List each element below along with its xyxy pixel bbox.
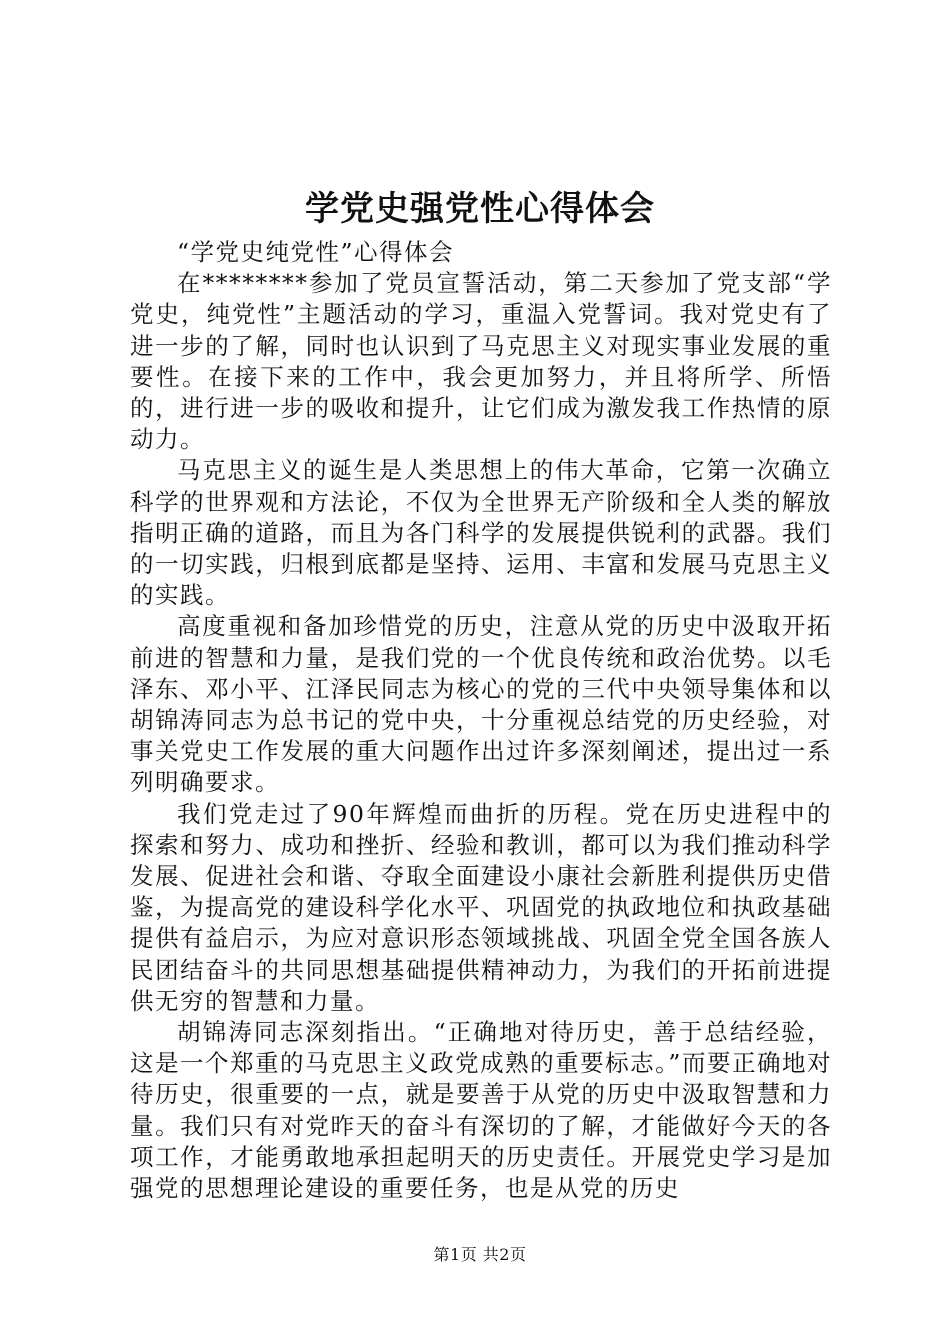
page-footer: 第1页 共2页 <box>433 1245 527 1264</box>
paragraph: 我们党走过了90年辉煌而曲折的历程。党在历史进程中的探索和努力、成功和挫折、经验和教训，都可以为我们推动科学发展、促进社会和谐、夺取全面建设小康社会新胜利提供历史借鉴，为提高党的建设科学化水平、巩固党的执政地位和执政基础提供有益启示，为应对意识形态领域挑战、巩固全党全国各族人民团结奋斗的共同思想基础提供精神动力，为我们的开拓前进提供无穷的智慧和力量。 <box>130 799 832 1015</box>
paragraph: 马克思主义的诞生是人类思想上的伟大革命，它第一次确立科学的世界观和方法论，不仅为全世界无产阶级和全人类的解放指明正确的道路，而且为各门科学的发展提供锐利的武器。我们的一切实践，归根到底都是坚持、运用、丰富和发展马克思主义的实践。 <box>130 456 832 610</box>
document-subtitle: “学党史纯党性”心得体会 <box>177 238 455 266</box>
paragraph: 在********参加了党员宣誓活动，第二天参加了党支部“学党史，纯党性”主题活动的学习，重温入党誓词。我对党史有了进一步的了解，同时也认识到了马克思主义对现实事业发展的重要性。在接下来的工作中，我会更加努力，并且将所学、所悟的，进行进一步的吸收和提升，让它们成为激发我工作热情的原动力。 <box>130 269 832 454</box>
paragraph: 胡锦涛同志深刻指出。“正确地对待历史，善于总结经验，这是一个郑重的马克思主义政党成熟的重要标志。”而要正确地对待历史，很重要的一点，就是要善于从党的历史中汲取智慧和力量。我们只有对党昨天的奋斗有深切的了解，才能做好今天的各项工作，才能勇敢地承担起明天的历史责任。开展党史学习是加强党的思想理论建设的重要任务，也是从党的历史 <box>130 1018 832 1203</box>
document-title: 学党史强党性心得体会 <box>305 189 655 229</box>
document-body <box>130 237 832 1204</box>
paragraph: 高度重视和备加珍惜党的历史，注意从党的历史中汲取开拓前进的智慧和力量，是我们党的一个优良传统和政治优势。以毛泽东、邓小平、江泽民同志为核心的党的三代中央领导集体和以胡锦涛同志为总书记的党中央，十分重视总结党的历史经验，对事关党史工作发展的重大问题作出过许多深刻阐述，提出过一系列明确要求。 <box>130 612 832 797</box>
